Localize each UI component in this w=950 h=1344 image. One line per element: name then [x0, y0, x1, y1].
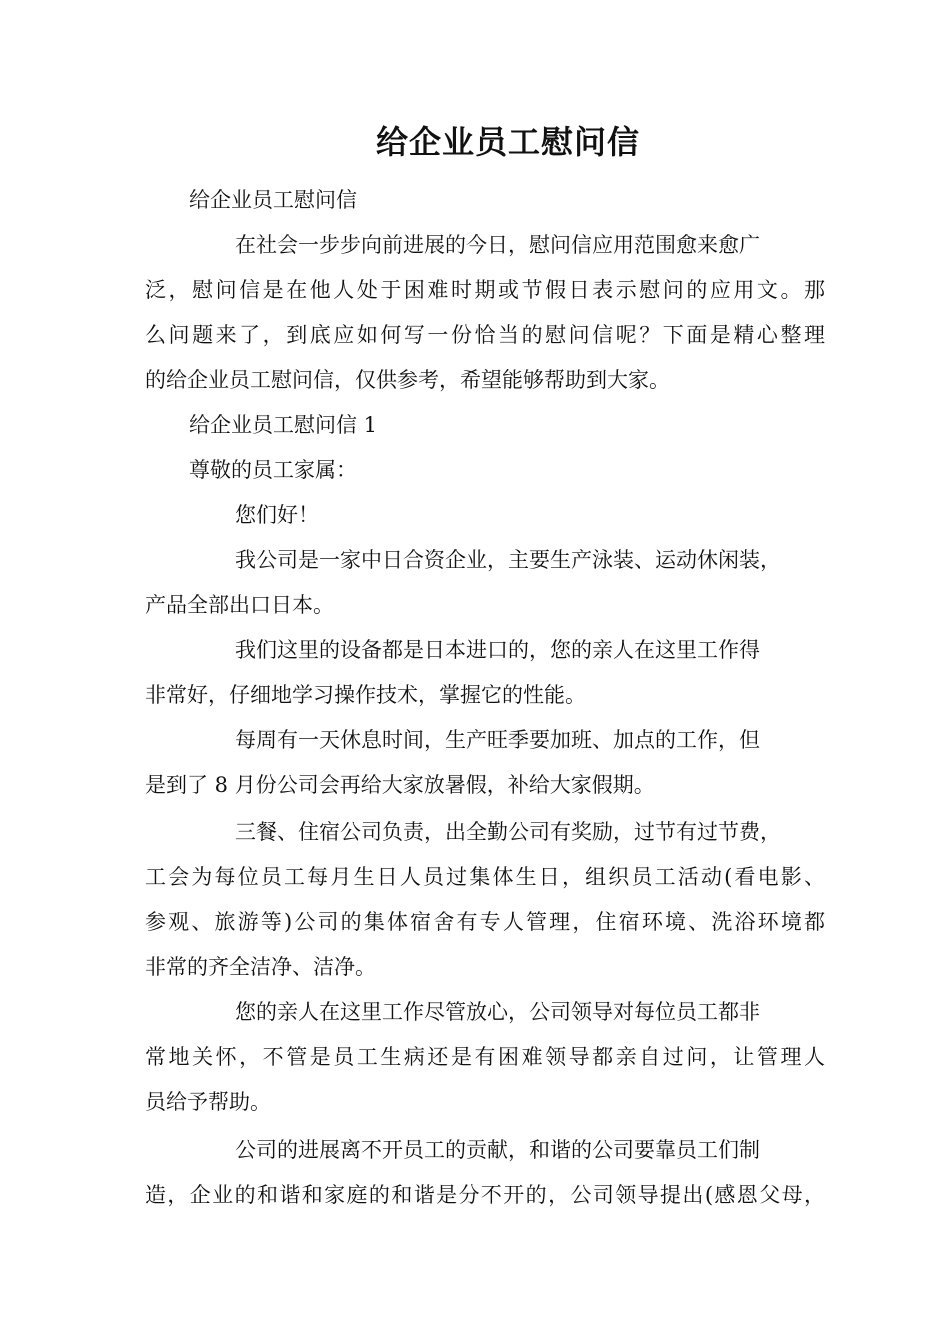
paragraph-line: 非常的齐全洁净、洁净。	[145, 955, 376, 979]
paragraph-line: 参观、旅游等)公司的集体宿舍有专人管理，住宿环境、洗浴环境都	[145, 910, 825, 934]
paragraph-line: 每周有一天休息时间，生产旺季要加班、加点的工作，但	[235, 728, 760, 752]
paragraph-line: 三餐、住宿公司负责，出全勤公司有奖励，过节有过节费，	[235, 820, 781, 844]
paragraph-line: 是到了 8 月份公司会再给大家放暑假，补给大家假期。	[145, 773, 655, 797]
paragraph-line: 造，企业的和谐和家庭的和谐是分不开的，公司领导提出(感恩父母，	[145, 1183, 825, 1207]
paragraph-line: 产品全部出口日本。	[145, 593, 334, 617]
intro-line: 泛，慰问信是在他人处于困难时期或节假日表示慰问的应用文。那	[145, 278, 825, 302]
paragraph-line: 我们这里的设备都是日本进口的，您的亲人在这里工作得	[235, 638, 760, 662]
greeting: 您们好！	[235, 503, 319, 527]
intro-line: 么问题来了，到底应如何写一份恰当的慰问信呢？下面是精心整理	[145, 323, 825, 347]
paragraph-line: 常地关怀，不管是员工生病还是有困难领导都亲自过问，让管理人	[145, 1045, 825, 1069]
paragraph-line: 我公司是一家中日合资企业，主要生产泳装、运动休闲装，	[235, 548, 781, 572]
salutation: 尊敬的员工家属：	[189, 458, 357, 482]
letter-heading: 给企业员工慰问信 1	[189, 413, 378, 437]
paragraph-line: 非常好，仔细地学习操作技术，掌握它的性能。	[145, 683, 586, 707]
intro-line: 在社会一步步向前进展的今日，慰问信应用范围愈来愈广	[235, 233, 760, 257]
paragraph-line: 员给予帮助。	[145, 1090, 271, 1114]
paragraph-line: 您的亲人在这里工作尽管放心，公司领导对每位员工都非	[235, 1000, 760, 1024]
paragraph-line: 工会为每位员工每月生日人员过集体生日，组织员工活动(看电影、	[145, 865, 825, 889]
paragraph-line: 公司的进展离不开员工的贡献，和谐的公司要靠员工们制	[235, 1138, 760, 1162]
document-body	[145, 178, 825, 1218]
intro-line: 的给企业员工慰问信，仅供参考，希望能够帮助到大家。	[145, 368, 670, 392]
document-title: 给企业员工慰问信	[375, 123, 640, 161]
section-heading: 给企业员工慰问信	[189, 188, 357, 212]
